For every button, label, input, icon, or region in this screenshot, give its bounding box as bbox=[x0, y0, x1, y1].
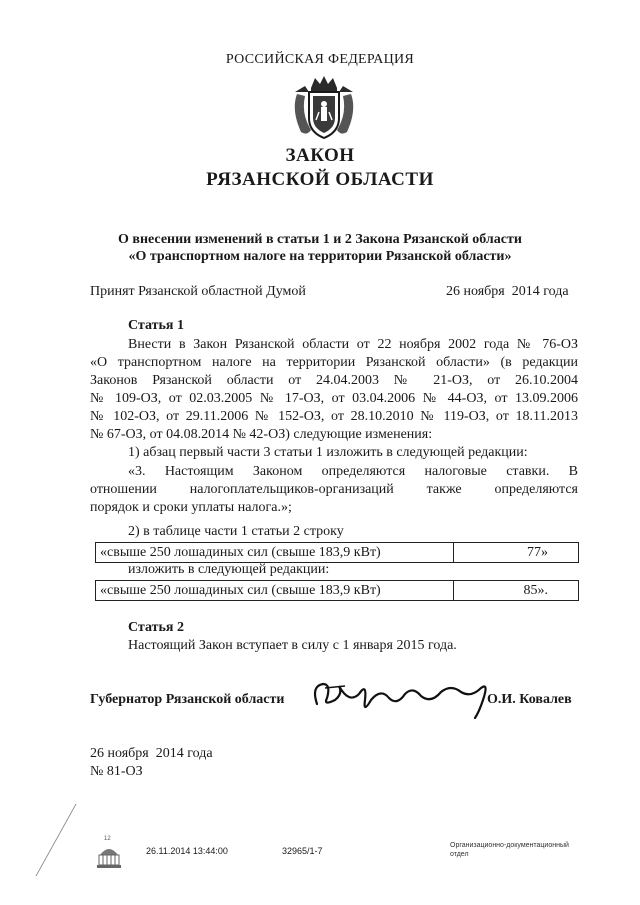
article1-quote bbox=[90, 463, 578, 517]
article1-intro-line: Внести в Закон Рязанской области от 22 ноября 2002 года № 76-ОЗ bbox=[128, 337, 578, 352]
footer-timestamp: 26.11.2014 13:44:00 bbox=[146, 846, 228, 856]
article1-intro-line: № 102-ОЗ, от 29.11.2006 № 152-ОЗ, от 28.10.2010 № 119-ОЗ, от 18.11.2013 bbox=[90, 409, 578, 424]
article1-quote-line: отношении налогоплательщиков-организаций также определяются bbox=[90, 482, 578, 497]
document-title bbox=[0, 231, 640, 265]
article1-intro-line: «О транспортном налоге на территории Рязанской области» (в редакции bbox=[90, 355, 578, 370]
article1-heading: Статья 1 bbox=[128, 318, 184, 333]
new-rate-label: «свыше 250 лошадиных сил (свыше 183,9 кВт) bbox=[96, 581, 454, 601]
replace-text: изложить в следующей редакции: bbox=[128, 562, 330, 577]
svg-text:12: 12 bbox=[104, 836, 111, 842]
article1-intro-line: № 67-ОЗ, от 04.08.2014 № 42-ОЗ) следующие изменения: bbox=[90, 427, 433, 442]
law-title-line1: ЗАКОН bbox=[285, 145, 355, 166]
country-name: РОССИЙСКАЯ ФЕДЕРАЦИЯ bbox=[225, 52, 415, 67]
article1-item2: 2) в таблице части 1 статьи 2 строку bbox=[128, 524, 344, 539]
article2-text: Настоящий Закон вступает в силу с 1 января 2015 года. bbox=[128, 638, 457, 653]
article1-intro-line: Законов Рязанской области от 24.04.2003 № 21-ОЗ, от 26.10.2004 bbox=[90, 373, 578, 388]
document-title-line2: «О транспортном налоге на территории Рязанской области» bbox=[128, 249, 512, 264]
footer-reg-number: 32965/1-7 bbox=[282, 846, 323, 856]
table-row bbox=[96, 543, 579, 563]
governor-name: О.И. Ковалев bbox=[487, 692, 572, 707]
ryazan-coat-of-arms-icon bbox=[289, 74, 359, 142]
article1-quote-line: порядок и сроки уплаты налога.»; bbox=[90, 500, 292, 515]
adopted-date: 26 ноября 2014 года bbox=[446, 284, 569, 299]
signing-info bbox=[90, 745, 213, 781]
law-number: № 81-ОЗ bbox=[90, 764, 143, 779]
article1-item1: 1) абзац первый части 3 статьи 1 изложить в следующей редакции: bbox=[128, 445, 528, 460]
article1-intro bbox=[90, 336, 578, 444]
article2-heading: Статья 2 bbox=[128, 620, 184, 635]
article1-intro-line: № 109-ОЗ, от 02.03.2005 № 17-ОЗ, от 03.04.2006 № 44-ОЗ, от 13.09.2006 bbox=[90, 391, 578, 406]
footer-department-line1: Организационно-документационный bbox=[450, 842, 569, 849]
old-rate-value: 77» bbox=[454, 543, 579, 563]
governor-title: Губернатор Рязанской области bbox=[90, 692, 285, 707]
adopted-by: Принят Рязанской областной Думой bbox=[90, 284, 306, 299]
footer-department bbox=[450, 841, 590, 859]
document-title-line1: О внесении изменений в статьи 1 и 2 Закона Рязанской области bbox=[118, 232, 522, 247]
footer-department-line2: отдел bbox=[450, 851, 469, 858]
old-rate-table bbox=[95, 542, 579, 563]
margin-pen-stroke bbox=[30, 800, 80, 880]
law-title-line2: РЯЗАНСКОЙ ОБЛАСТИ bbox=[206, 169, 434, 190]
signing-date: 26 ноября 2014 года bbox=[90, 746, 213, 761]
new-rate-table bbox=[95, 580, 579, 601]
old-rate-label: «свыше 250 лошадиных сил (свыше 183,9 кВт) bbox=[96, 543, 454, 563]
new-rate-value: 85». bbox=[454, 581, 579, 601]
handwritten-signature bbox=[305, 670, 505, 720]
duma-building-icon bbox=[94, 833, 124, 873]
table-row bbox=[96, 581, 579, 601]
law-title bbox=[0, 144, 640, 192]
article1-quote-line: «3. Настоящим Законом определяются налоговые ставки. В bbox=[128, 464, 578, 479]
